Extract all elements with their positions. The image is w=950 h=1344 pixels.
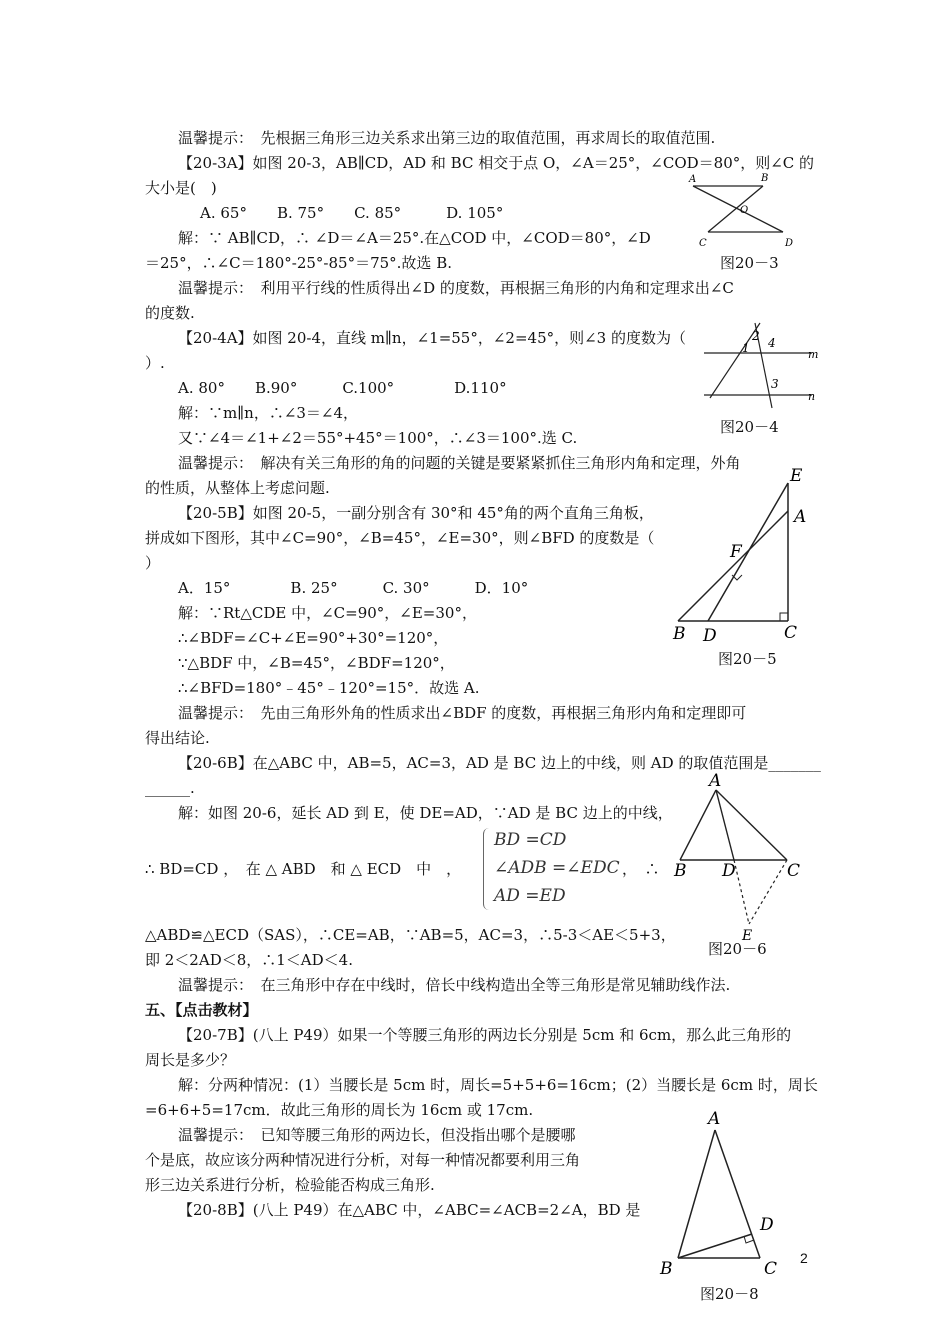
fig5-label-f: F bbox=[730, 542, 742, 562]
fig6-label-d: D bbox=[722, 861, 736, 881]
figure-20-8 bbox=[650, 1102, 790, 1282]
fig3-label-o: O bbox=[740, 205, 749, 216]
figure-20-5 bbox=[670, 465, 815, 645]
fig8-label-b: B bbox=[660, 1259, 673, 1279]
solution-20-5b-3: ∵△BDF 中，∠B=45°，∠BDF=120°， bbox=[178, 654, 455, 672]
problem-20-3a-cont: 大小是( ) bbox=[145, 179, 217, 197]
solution-20-5b-2: ∴∠BDF=∠C+∠E=90°+30°=120°， bbox=[178, 629, 449, 647]
fig4-label-m: m bbox=[808, 348, 819, 361]
problem-20-4a: 【20-4A】如图 20-4，直线 m∥n，∠1=55°，∠2=45°，则∠3 的度数为（ bbox=[178, 329, 686, 347]
problem-20-7b-cont: 周长是多少？ bbox=[145, 1051, 236, 1069]
fig5-label-d: D bbox=[703, 626, 717, 645]
solution-20-6b-2: ∴ BD=CD ， 在 △ ABD 和 △ ECD 中 ， bbox=[145, 860, 462, 878]
hint-20-4a-cont: 的性质，从整体上考虑问题. bbox=[145, 479, 330, 497]
fig8-label-c: C bbox=[764, 1259, 778, 1279]
system-eq-1: BD =CD bbox=[494, 830, 567, 850]
hint-20-2: 温馨提示： 先根据三角形三边关系求出第三边的取值范围，再求周长的取值范围. bbox=[178, 129, 716, 147]
solution-20-7b: 解：分两种情况：(1）当腰长是 5cm 时，周长=5+5+6=16cm；(2）当腰长是 6cm 时，周长 bbox=[178, 1076, 818, 1094]
fig4-label-3: 3 bbox=[771, 377, 779, 391]
hint-20-3a-cont: 的度数. bbox=[145, 304, 195, 322]
caption-20-5: 图20－5 bbox=[718, 650, 777, 668]
solution-20-6b-3: △ABD≌△ECD（SAS），∴CE=AB，∵AB=5，AC=3，∴5-3＜AE＜5+3， bbox=[145, 926, 676, 944]
solution-20-5b-4: ∴∠BFD=180°﹣45°﹣120°=15°．故选 A. bbox=[178, 679, 480, 697]
solution-20-7b-cont: =6+6+5=17cm．故此三角形的周长为 16cm 或 17cm. bbox=[145, 1101, 534, 1119]
caption-20-6: 图20－6 bbox=[708, 940, 767, 958]
solution-20-6b-1: 解：如图 20-6，延长 AD 到 E，使 DE=AD，∵AD 是 BC 边上的中线， bbox=[178, 804, 673, 822]
choices-20-4a: A. 80° B.90° C.100° D.110° bbox=[178, 379, 507, 397]
fig3-label-a: A bbox=[689, 174, 697, 185]
problem-20-6b-cont: ______. bbox=[145, 779, 195, 797]
hint-20-5b: 温馨提示： 先由三角形外角的性质求出∠BDF 的度数，再根据三角形内角和定理即可 bbox=[178, 704, 747, 722]
hint-20-4a: 温馨提示： 解决有关三角形的角的问题的关键是要紧紧抓住三角形内角和定理，外角 bbox=[178, 454, 741, 472]
problem-20-5b-cont: 拼成如下图形，其中∠C=90°，∠B=45°，∠E=30°，则∠BFD 的度数是（ bbox=[145, 529, 655, 547]
problem-20-5b-cont2: ） bbox=[145, 554, 161, 572]
fig6-label-e: E bbox=[742, 928, 753, 942]
caption-20-3: 图20－3 bbox=[720, 254, 779, 272]
hint-20-7b: 温馨提示： 已知等腰三角形的两边长，但没指出哪个是腰哪 bbox=[178, 1126, 576, 1144]
section-heading: 五、【点击教材】 bbox=[145, 1001, 258, 1019]
choices-20-5b: A．15° B. 25° C. 30° D．10° bbox=[178, 579, 529, 597]
fig5-label-b: B bbox=[673, 624, 686, 644]
fig4-label-2: 2 bbox=[752, 329, 760, 343]
system-eq-2: ∠ADB =∠EDC bbox=[494, 858, 620, 878]
fig6-label-a: A bbox=[709, 772, 722, 791]
fig4-label-1: 1 bbox=[742, 341, 750, 355]
fig5-label-c: C bbox=[784, 623, 798, 643]
figure-20-6 bbox=[672, 772, 807, 942]
problem-20-4a-cont: ）. bbox=[145, 354, 165, 372]
fig8-label-a: A bbox=[708, 1109, 721, 1129]
solution-20-4a: 解：∵m∥n，∴∠3＝∠4， bbox=[178, 404, 359, 422]
solution-20-6b-4: 即 2＜2AD＜8，∴1＜AD＜4. bbox=[145, 951, 353, 969]
solution-20-5b-1: 解：∵Rt△CDE 中，∠C=90°，∠E=30°， bbox=[178, 604, 477, 622]
fig3-label-d: D bbox=[785, 238, 794, 249]
hint-20-7b-cont: 个是底，故应该分两种情况进行分析，对每一种情况都要利用三角 bbox=[145, 1151, 581, 1169]
hint-20-6b: 温馨提示： 在三角形中存在中线时，倍长中线构造出全等三角形是常见辅助线作法. bbox=[178, 976, 731, 994]
choices-20-3a: A. 65° B. 75° C. 85° D. 105° bbox=[200, 204, 504, 222]
system-eq-3: AD =ED bbox=[494, 886, 566, 906]
system-brace bbox=[483, 828, 492, 910]
hint-20-3a: 温馨提示： 利用平行线的性质得出∠D 的度数，再根据三角形的内角和定理求出∠C bbox=[178, 279, 734, 297]
hint-20-7b-cont2: 形三边关系进行分析，检验能否构成三角形. bbox=[145, 1176, 435, 1194]
caption-20-4: 图20－4 bbox=[720, 418, 779, 436]
hint-20-5b-cont: 得出结论. bbox=[145, 729, 210, 747]
fig4-label-n: n bbox=[808, 390, 816, 403]
figure-20-4 bbox=[700, 318, 820, 413]
fig6-label-b: B bbox=[674, 861, 687, 881]
page-number: 2 bbox=[800, 1250, 808, 1266]
problem-20-7b: 【20-7B】(八上 P49）如果一个等腰三角形的两边长分别是 5cm 和 6cm，那么此三角形的 bbox=[178, 1026, 792, 1044]
problem-20-3a: 【20-3A】如图 20-3，AB∥CD，AD 和 BC 相交于点 O，∠A＝25°，∠COD＝80°，则∠C 的 bbox=[178, 154, 815, 172]
solution-20-3a-cont: ＝25°，∴∠C＝180°-25°-85°＝75°.故选 B. bbox=[145, 254, 452, 272]
fig3-label-c: C bbox=[699, 238, 707, 249]
fig5-label-a: A bbox=[794, 507, 807, 527]
fig4-label-4: 4 bbox=[768, 336, 776, 350]
caption-20-8: 图20－8 bbox=[700, 1285, 759, 1303]
solution-20-4a-cont: 又∵∠4＝∠1+∠2＝55°+45°＝100°，∴∠3＝100°.选 C. bbox=[178, 429, 578, 447]
problem-20-8b: 【20-8B】(八上 P49）在△ABC 中，∠ABC=∠ACB=2∠A，BD 是 bbox=[178, 1201, 641, 1219]
problem-20-5b: 【20-5B】如图 20-5，一副分别含有 30°和 45°角的两个直角三角板， bbox=[178, 504, 654, 522]
fig5-label-e: E bbox=[790, 466, 803, 486]
fig3-label-b: B bbox=[761, 173, 769, 184]
problem-20-6b: 【20-6B】在△ABC 中，AB=5，AC=3，AD 是 BC 边上的中线，则 AD 的取值范围是_______ bbox=[178, 754, 821, 772]
solution-20-6b-2b: ， ∴ bbox=[622, 860, 660, 878]
fig6-label-c: C bbox=[787, 861, 801, 881]
figure-20-3 bbox=[685, 170, 800, 252]
fig8-label-d: D bbox=[760, 1215, 774, 1235]
solution-20-3a: 解：∵ AB∥CD，∴ ∠D＝∠A＝25°.在△COD 中，∠COD＝80°，∠D bbox=[178, 229, 651, 247]
